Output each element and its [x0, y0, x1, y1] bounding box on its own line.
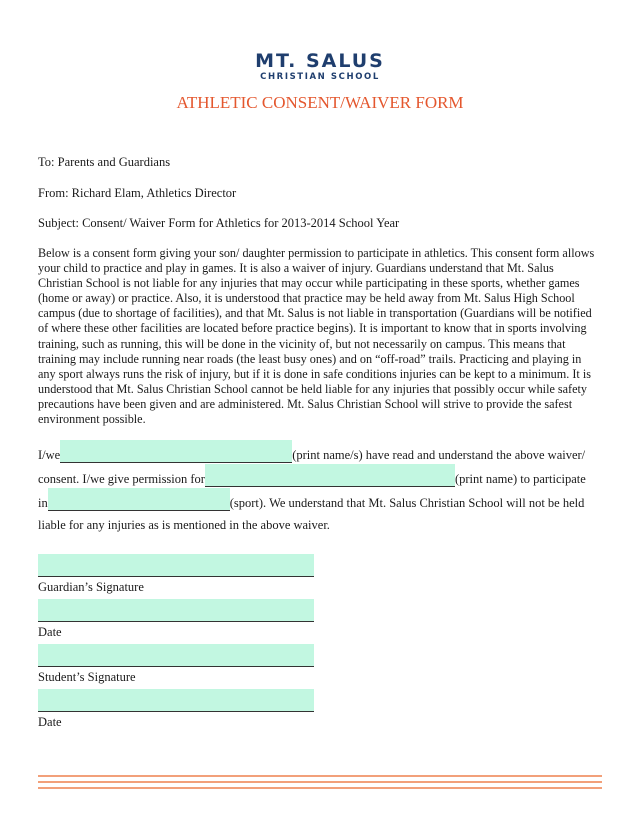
print-names-field[interactable]: [60, 440, 292, 463]
guardian-signature-label: Guardian’s Signature: [38, 580, 144, 594]
sport-field[interactable]: [48, 488, 230, 511]
guardian-date-label: Date: [38, 625, 62, 639]
memo-from: From: Richard Elam, Athletics Director: [38, 186, 237, 200]
statement-line-1: [38, 440, 585, 463]
statement-line-3: [38, 488, 584, 511]
waiver-body-text: Below is a consent form giving your son/ daughter permission to participate in athletics. This consent form allows your child to practice and play in games. It is also a waiver of injury. Guardians understand that Mt. Salus Christian School is not liable for any injuries that may occur while participating in these sports, whether games (home or away) or practice. Also, it is understood that practice may be held away from Mt. Salus High School campus (due to shortage of facilities), and that Mt. Salus is not liable in transportation (Guardians will be notified of where these other facilities are located before practice begins). It is important to know that in sports involving training, such as running, this will be done in the vicinity of, but not necessarily on campus. This means that training may include running near roads (the least busy ones) and on “off-road” trails. Practicing and playing in any sport always runs the risk of injury, but if it is done in safe conditions injuries can be kept to a minimum. It is understood that Mt. Salus Christian School cannot be held liable for any injuries that possibly occur while safety precautions have been given and are administered. Mt. Salus Christian School will strive to provide the safest environment possible.: [38, 246, 595, 427]
statement-line-2-suffix: (print name) to participate: [454, 472, 586, 486]
footer-stripe: [38, 775, 602, 777]
statement-line-3-suffix: (sport). We understand that Mt. Salus Christian School will not be held: [229, 496, 585, 510]
footer-stripe: [38, 787, 602, 789]
statement-line-4: liable for any injuries as is mentioned in the above waiver.: [38, 518, 330, 532]
logo-sub-text: CHRISTIAN SCHOOL: [260, 72, 380, 82]
student-date-field[interactable]: [38, 689, 314, 712]
student-signature-field[interactable]: [38, 644, 314, 667]
student-date-label: Date: [38, 715, 62, 729]
school-logo: [0, 52, 640, 82]
guardian-signature-field[interactable]: [38, 554, 314, 577]
logo-main-text: MT. SALUS: [255, 50, 385, 72]
footer-stripe: [38, 781, 602, 783]
statement-line-1-suffix: (print name/s) have read and understand the above waiver/: [292, 448, 586, 462]
student-signature-label: Student’s Signature: [38, 670, 136, 684]
guardian-date-field[interactable]: [38, 599, 314, 622]
memo-subject: Subject: Consent/ Waiver Form for Athletics for 2013-2014 School Year: [38, 216, 400, 230]
form-title: ATHLETIC CONSENT/WAIVER FORM: [176, 93, 464, 112]
statement-line-2: [38, 464, 586, 487]
memo-to: To: Parents and Guardians: [38, 155, 171, 169]
statement-line-3-prefix: in: [38, 496, 48, 510]
statement-line-2-prefix: consent. I/we give permission for: [38, 472, 205, 486]
student-name-field[interactable]: [205, 464, 455, 487]
statement-line-1-prefix: I/we: [38, 448, 61, 462]
